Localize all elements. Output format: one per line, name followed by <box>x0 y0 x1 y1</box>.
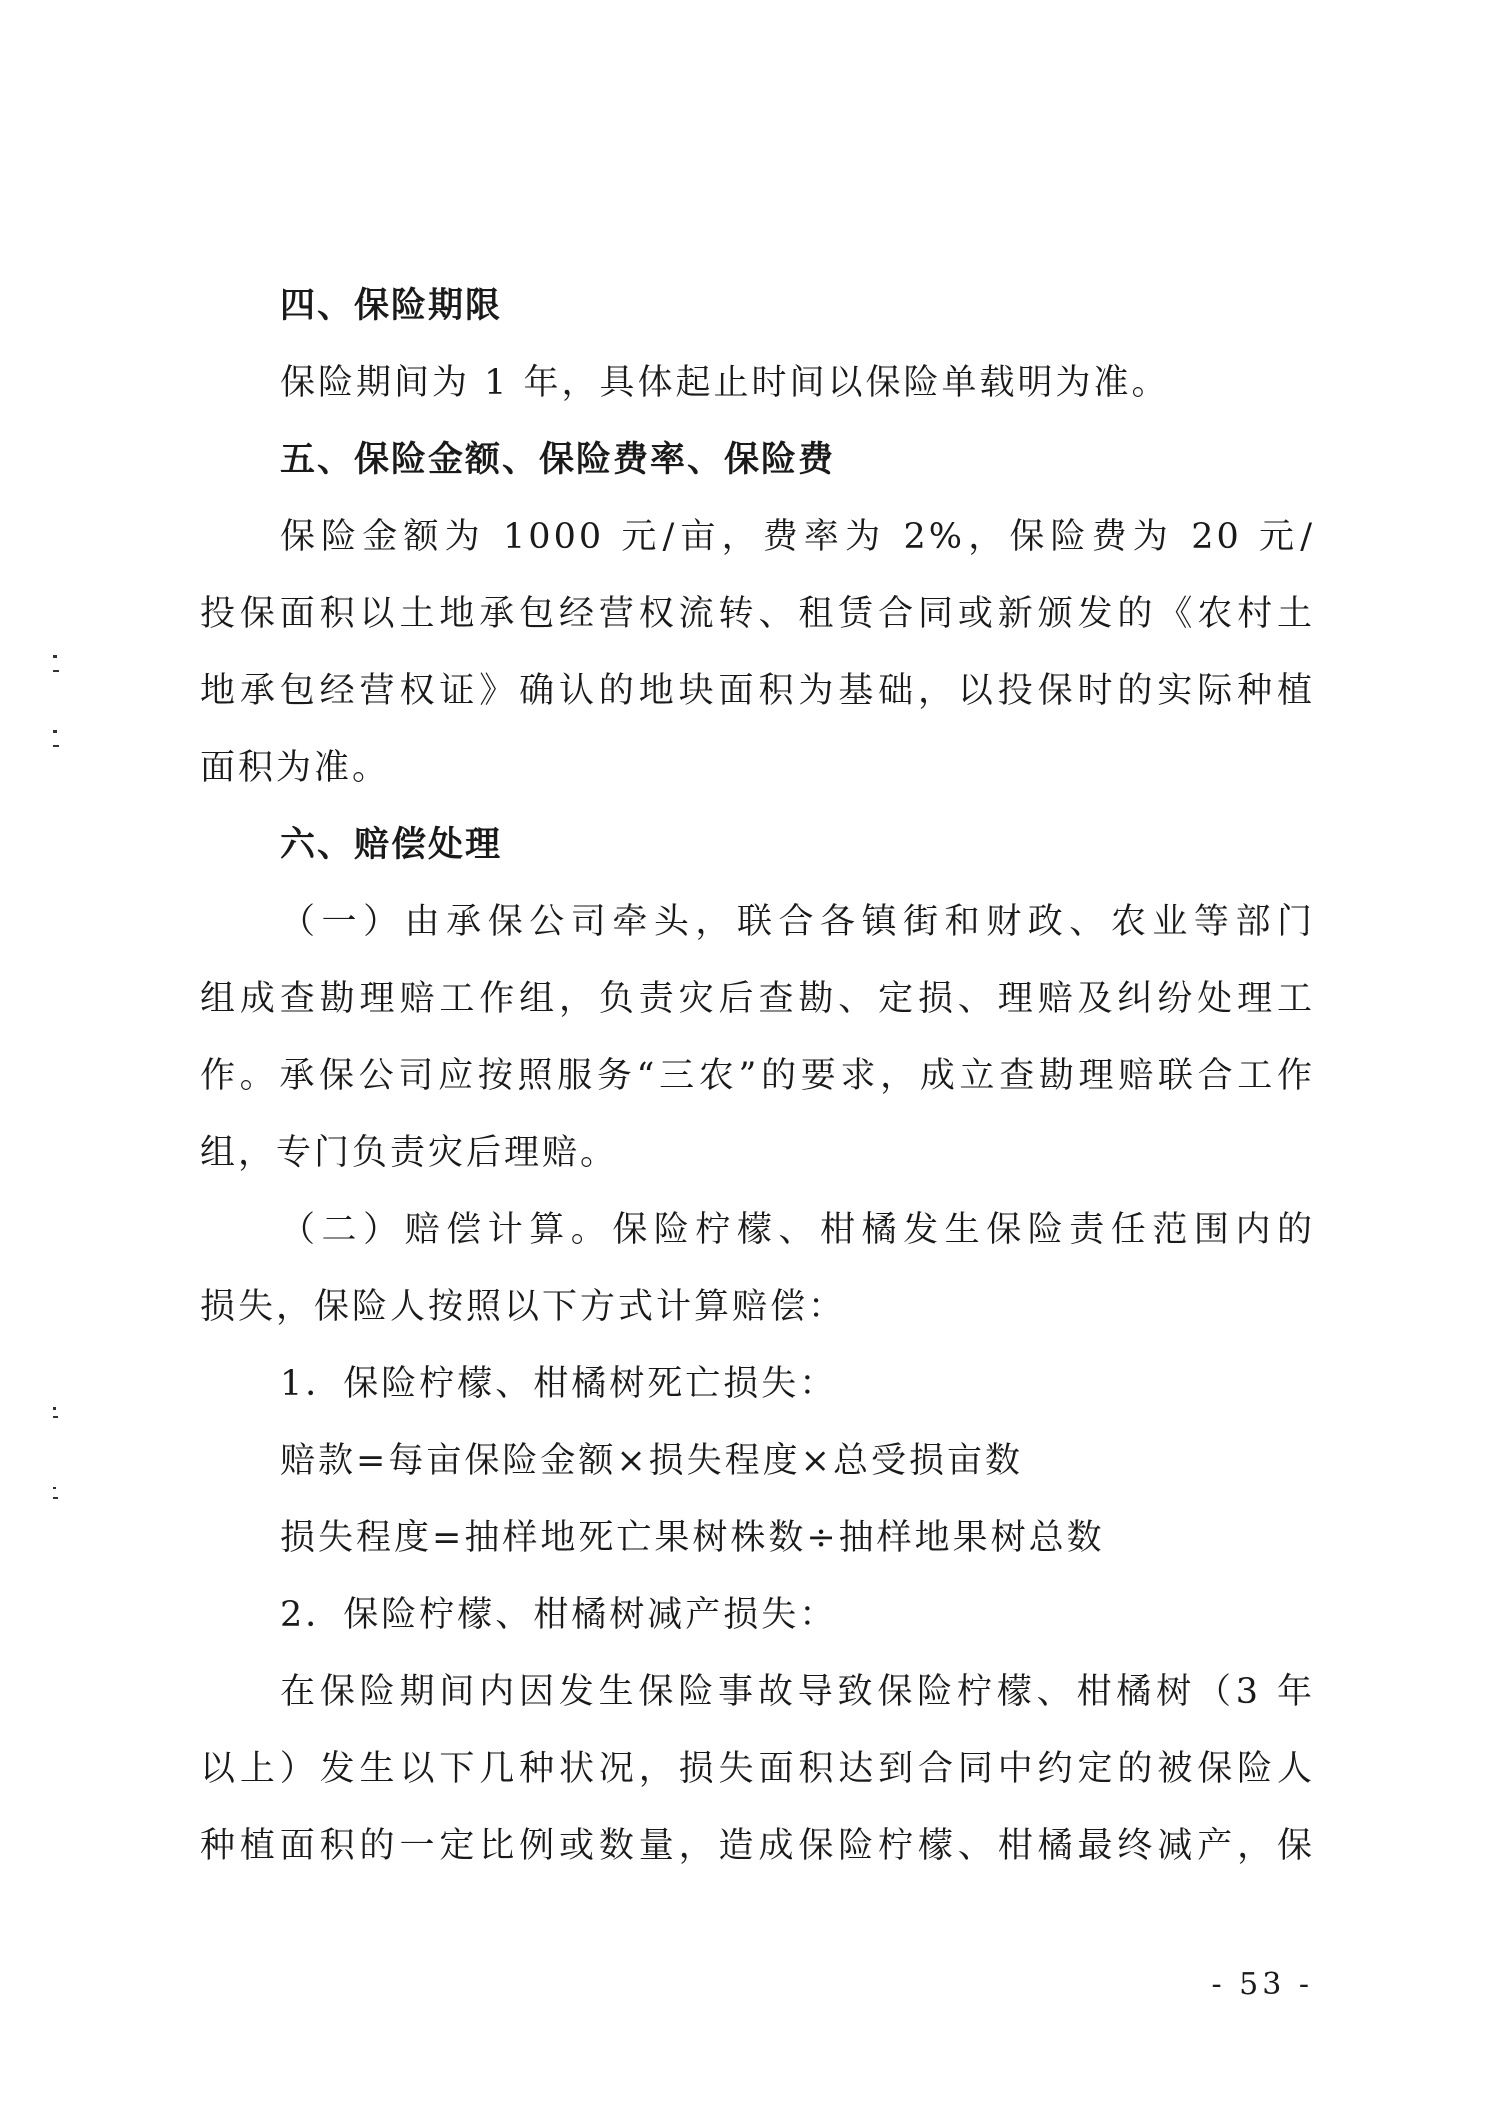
scan-mark <box>53 1416 58 1418</box>
paragraph-line: 面积为准。 <box>200 748 391 788</box>
scan-mark <box>53 745 59 747</box>
paragraph-line: 作。承保公司应按照服务“三农”的要求，成立查勘理赔联合工作 <box>200 1056 1315 1096</box>
paragraph-line: 种植面积的一定比例或数量，造成保险柠檬、柑橘最终减产，保 <box>200 1826 1315 1866</box>
paragraph-line: 以上）发生以下几种状况，损失面积达到合同中约定的被保险人 <box>200 1749 1315 1789</box>
paragraph-line: （二）赔偿计算。保险柠檬、柑橘发生保险责任范围内的 <box>280 1210 1315 1250</box>
formula-line: 赔款=每亩保险金额×损失程度×总受损亩数 <box>280 1441 1023 1481</box>
section-heading-insurance-period: 四、保险期限 <box>280 286 503 326</box>
page-number: - 53 - <box>1211 1967 1313 2002</box>
paragraph-line: 保险金额为 1000 元/亩，费率为 2%，保险费为 20 元/ <box>280 517 1315 557</box>
section-heading-claims: 六、赔偿处理 <box>280 825 503 865</box>
paragraph-line: 组，专门负责灾后理赔。 <box>200 1133 619 1173</box>
section-heading-insurance-amount: 五、保险金额、保险费率、保险费 <box>280 440 836 480</box>
paragraph-line: 保险期间为 1 年，具体起止时间以保险单载明为准。 <box>280 363 1170 403</box>
paragraph-line: 在保险期间内因发生保险事故导致保险柠檬、柑橘树（3 年 <box>280 1672 1315 1712</box>
formula-line: 损失程度=抽样地死亡果树株数÷抽样地果树总数 <box>280 1518 1105 1558</box>
scan-mark <box>53 1497 58 1499</box>
scan-mark <box>53 655 57 658</box>
scan-mark <box>53 1487 56 1489</box>
subsection-title: 2．保险柠檬、柑橘树减产损失： <box>280 1595 838 1635</box>
paragraph-line: 损失，保险人按照以下方式计算赔偿： <box>200 1287 847 1327</box>
paragraph-line: （一）由承保公司牵头，联合各镇街和财政、农业等部门 <box>280 902 1315 942</box>
paragraph-line: 地承包经营权证》确认的地块面积为基础，以投保时的实际种植 <box>200 671 1315 711</box>
subsection-title: 1．保险柠檬、柑橘树死亡损失： <box>280 1364 838 1404</box>
scan-mark <box>53 1407 56 1410</box>
scan-mark <box>53 670 59 672</box>
paragraph-line: 投保面积以土地承包经营权流转、租赁合同或新颁发的《农村土 <box>200 594 1315 634</box>
paragraph-line: 组成查勘理赔工作组，负责灾后查勘、定损、理赔及纠纷处理工 <box>200 979 1315 1019</box>
scan-mark <box>53 730 57 733</box>
